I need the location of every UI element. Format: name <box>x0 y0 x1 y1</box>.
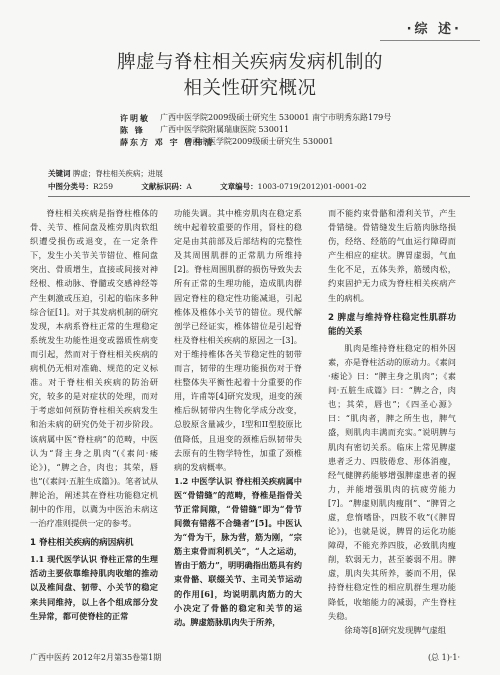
author-row <box>120 136 391 148</box>
body-paragraph: 肌肉是维持脊柱稳定的相外因素，亦是脊柱活动的原动力。《素问·痿论》曰：“脾主身之肌肉”；《素问·五脏生成篇》曰：“脾之合，肉也；其荣，唇也”；《四圣心源》曰：“肌肉者，脾之所生也，脾气盛，则肌肉丰满而充实。”说明脾与肌肉有密切关系。临床上常见脾虚患者乏力、四肢倦怠、形体消瘦，经气健脾药能够增强脾虚患者的握力，并能增强肌肉的抗疲劳能力[7]。“脾虚则肌肉瘦削”、“脾胃之虚，怠惰嗜卧，四肢不收”(《脾胃论》)，也就是说，脾胃的运化功能障碍，不能充养四肢，必致肌肉瘦削，软弱无力，甚至萎弱不用。脾虚，肌肉失其所养，萎而不用，保持脊柱稳定性的相应肌群生理功能降低，收缩能力的减弱，产生脊柱失稳。 <box>328 342 456 621</box>
author-row <box>120 124 391 136</box>
author-name: 陈 锋 <box>120 125 145 135</box>
class-value: R259 <box>93 182 113 191</box>
class-label: 中图分类号： <box>48 182 93 191</box>
author-affiliation: 广西中医学院附属瑞康医院 530011 <box>160 125 290 134</box>
header-divider <box>48 196 470 197</box>
classification-line <box>48 181 393 192</box>
column-bottom-edge <box>0 636 500 650</box>
body-column-3 <box>328 206 456 637</box>
author-block <box>120 112 391 148</box>
body-paragraph: 功能失调。其中椎旁肌肉在稳定系统中起着较重要的作用，肾柱的稳定是由其前部及后部结构的完整性及其周围肌群的正常肌力所维持[2]。脊柱周围肌群的损伤导致失去所有正常的生理功能，造成肌肉群固定脊柱的稳定性功能减退，引起椎体及椎体小关节的错位。现代解剖学已经证实，椎体错位是引起脊柱及脊柱相关疾病的原因之一[3]。对于维持椎体各关节稳定性的韧带而言，韧带的生理功能损伤对于脊柱整体失平衡性起着十分重要的作用，许甫等[4]研究发现，退变的颈椎后纵韧带内生物化学成分改变，总胶原含量减少，I型和II型胶原比值降低，且退变的颈椎后纵韧带失去原有的生物学特性，加重了颈椎病的发病概率。 <box>174 208 302 472</box>
author-row <box>120 112 391 124</box>
subsection-paragraph: 1.2 中医学认识 脊柱相关疾病属中医“骨错缝”的范畴，脊椎是指骨关节正常间隙，“骨错缝”即为“骨节间微有错落不合缝者”[5]。中医认为“骨为干，脉为营，筋为刚，“宗筋主束骨而利机关”，“人之运动，皆由于筋力”，明明确指出筋具有约束骨骼、联缀关节、主司关节运动的作用[6]，均说明肌肉筋力的大小决定了骨骼的稳定和关节的运动。脾虚筋脉肌肉失于所养， <box>174 475 302 627</box>
keywords-line <box>48 168 163 179</box>
section-heading: 2 脾虚与维持脊柱稳定性肌群功能的关系 <box>328 312 456 337</box>
body-paragraph: 徐琦等[8]研究发现脾气虚组 <box>344 624 447 635</box>
keywords-value: 脾虚；脊柱相关疾病；进展 <box>72 169 163 178</box>
footer-journal-info: 广西中医药 2012年2月第35卷第1期 <box>30 653 162 662</box>
doc-code-label: 文献标识码： <box>141 182 187 191</box>
author-name: 薛东方 邓 宇 曾伟清 <box>120 137 215 147</box>
author-name: 许明敏 <box>120 113 150 123</box>
subsection-paragraph: 1.1 现代医学认识 脊柱正常的生理活动主要依靠维持肌肉收缩的推动以及椎间盘、韧带、小关节的稳定来共同维持，以上各个组成部分发生异常，都可使脊柱的正常 <box>30 554 158 621</box>
section-tag-rule <box>380 40 480 41</box>
section-tag: ·综 述· <box>406 22 462 37</box>
footer-page-number: (总 1)·1· <box>427 653 460 662</box>
article-title-line-2: 相关性研究概况 <box>183 78 317 99</box>
author-affiliation: 广西中医学院2009级硕士研究生 530001 南宁市明秀东路179号 <box>160 113 392 122</box>
article-number-label: 文章编号： <box>220 182 258 191</box>
keywords-label: 关键词 <box>48 169 71 178</box>
doc-code-value: A <box>186 182 192 191</box>
author-affiliation: 广西中医学院2009级硕士研究生 530001 <box>184 137 334 146</box>
body-column-2 <box>174 206 302 629</box>
article-number-value: 1003-0719(2012)01-0001-02 <box>257 182 367 191</box>
body-paragraph: 脊柱相关疾病是指脊柱椎体的骨、关节、椎间盘及椎旁肌肉软组织遭受损伤或退变，在一定条件下，发生小关节关节错位、椎间盘突出、骨质增生，直接或间接对神经根、椎动脉、脊髓或交感神经等产生刺激或压迫，引起的临床多种综合征[1]。对于其发病机制的研究发现，本病系脊柱正常的生理稳定系统发生功能性退变或器质性病变而引起，然而对于脊柱相关疾病的病机仍无相对准确、规范的定义标准。对于脊柱相关疾病的防治研究，较多的是对症状的处理，而对于考虑如何预防脊柱相关疾病发生和治未病的研究仍处于初步阶段。该病属中医“脊柱病”的范畴，中医认为“肾主身之肌肉”(《素问·痿论》)，“脾之合，肉也；其荣，唇也”(《素问·五脏生成篇》)。笔者试从脾论治，阐述其在脊柱功能稳定机制中的作用，以冀为中医治未病这一治疗准则提供一定的参考。 <box>30 208 158 529</box>
body-paragraph: 而不能约束骨骼和滑利关节，产生骨错缝。骨错缝发生后筋肉脉络损伤，经络、经筋的气血运行障碍而产生相应的症状。脾胃虚弱，气血生化不足，五体失养，筋缓肉松，约束固护无力成为脊柱相关疾病产生的病机。 <box>328 208 456 303</box>
article-title-line-1: 脾虚与脊柱相关疾病发病机制的 <box>116 52 383 73</box>
section-heading: 1 脊柱相关疾病的病因病机 <box>30 538 134 549</box>
body-column-1 <box>30 206 158 623</box>
